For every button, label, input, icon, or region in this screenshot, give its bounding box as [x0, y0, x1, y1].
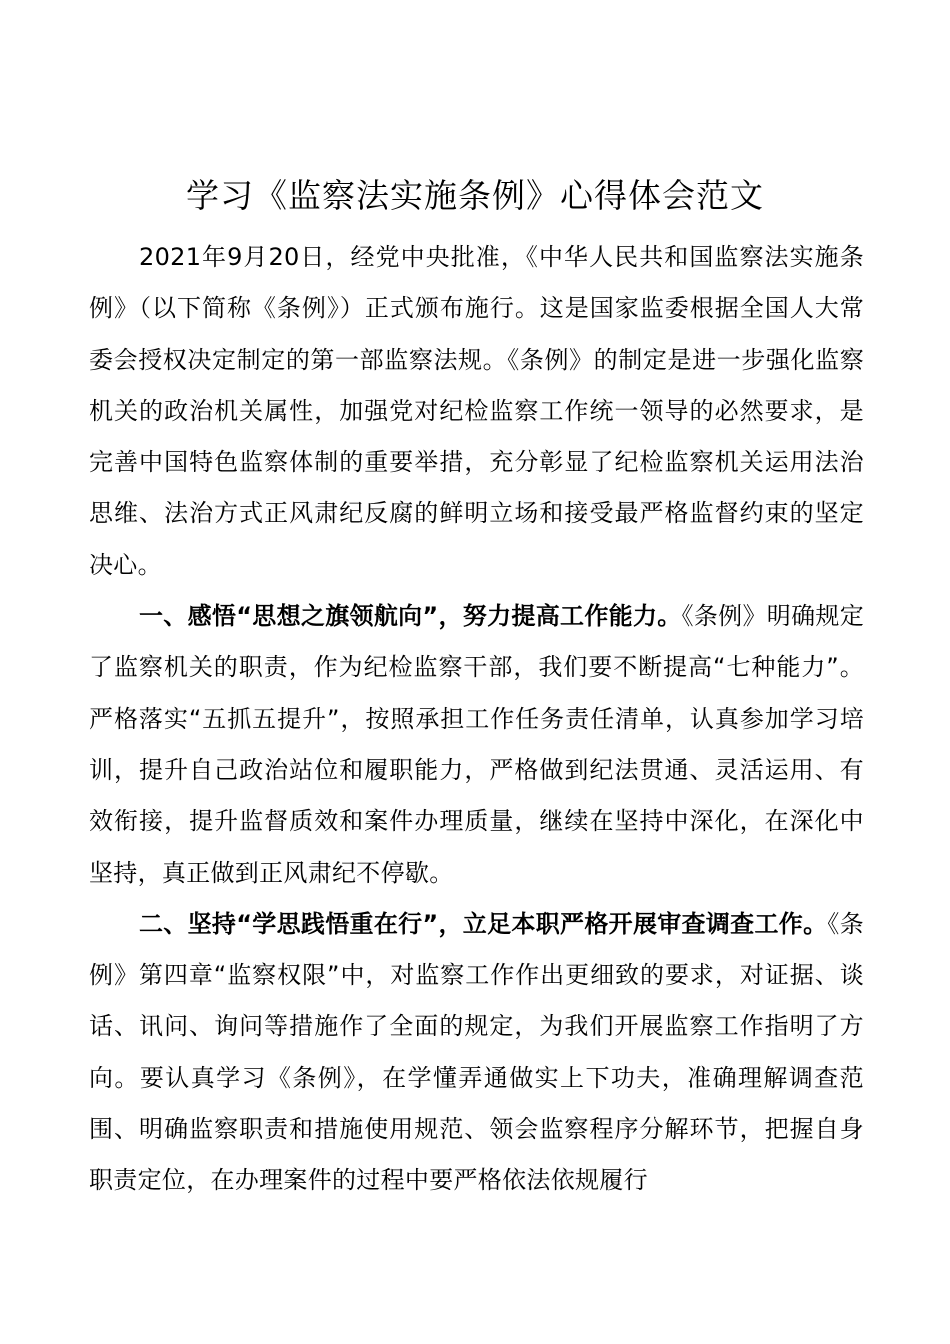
document-body	[89, 232, 864, 1207]
paragraph-lead: 二、坚持“学思践悟重在行”，立足本职严格开展审查调查工作。	[139, 909, 828, 938]
paragraph-text: 《条例》第四章“监察权限”中，对监察工作作出更细致的要求，对证据、谈话、讯问、询问等措施作了全面的规定，为我们开展监察工作指明了方向。要认真学习《条例》，在学懂弄通做实上下功夫，准确理解调查范围、明确监察职责和措施使用规范、领会监察程序分解环节，把握自身职责定位，在办理案件的过程中要严格依法依规履行	[89, 909, 864, 1195]
paragraph-section-one	[89, 591, 864, 899]
paragraph-intro	[89, 232, 864, 591]
document-title: 学习《监察法实施条例》心得体会范文	[186, 176, 764, 215]
paragraph-lead: 一、感悟“思想之旗领航向”，努力提高工作能力。	[139, 602, 682, 631]
paragraph-text: 2021年9月20日，经党中央批准，《中华人民共和国监察法实施条例》（以下简称《条例》）正式颁布施行。这是国家监委根据全国人大常委会授权决定制定的第一部监察法规。《条例》的制定是进一步强化监察机关的政治机关属性，加强党对纪检监察工作统一领导的必然要求，是完善中国特色监察体制的重要举措，充分彰显了纪检监察机关运用法治思维、法治方式正风肃纪反腐的鲜明立场和接受最严格监督约束的坚定决心。	[89, 243, 864, 579]
paragraph-section-two	[89, 899, 864, 1207]
paragraph-text: 《条例》明确规定了监察机关的职责，作为纪检监察干部，我们要不断提高“七种能力”。严格落实“五抓五提升”，按照承担工作任务责任清单，认真参加学习培训，提升自己政治站位和履职能力，严格做到纪法贯通、灵活运用、有效衔接，提升监督质效和案件办理质量，继续在坚持中深化，在深化中坚持，真正做到正风肃纪不停歇。	[89, 602, 864, 887]
